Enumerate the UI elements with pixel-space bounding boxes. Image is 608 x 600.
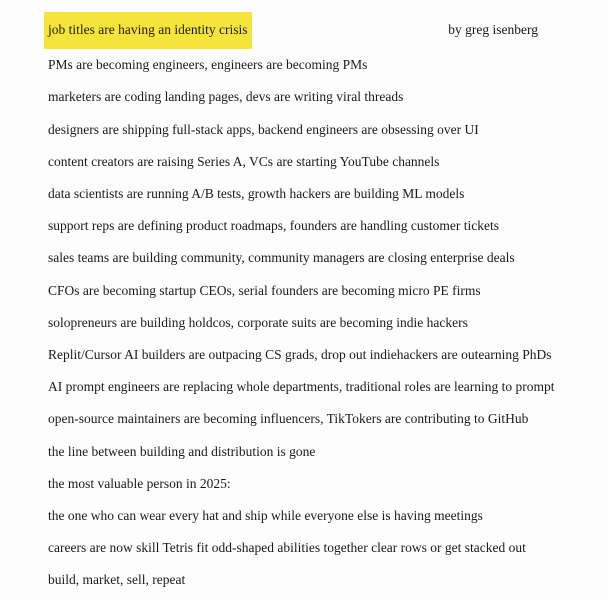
body-line: support reps are defining product roadmaps, founders are handling customer tickets [48, 218, 499, 234]
body-line: designers are shipping full-stack apps, backend engineers are obsessing over UI [48, 121, 479, 137]
body-line: AI prompt engineers are replacing whole departments, traditional roles are learning to prompt [48, 379, 555, 395]
body-line: Replit/Cursor AI builders are outpacing CS grads, drop out indiehackers are outearning PhDs [48, 347, 552, 363]
body-line: PMs are becoming engineers, engineers are becoming PMs [48, 57, 368, 73]
body-line: CFOs are becoming startup CEOs, serial founders are becoming micro PE firms [48, 282, 481, 298]
body-line: the one who can wear every hat and ship while everyone else is having meetings [48, 508, 483, 524]
body-line: data scientists are running A/B tests, growth hackers are building ML models [48, 186, 465, 202]
body-line: solopreneurs are building holdcos, corporate suits are becoming indie hackers [48, 314, 468, 330]
body-line: careers are now skill Tetris fit odd-shaped abilities together clear rows or get stacked out [48, 540, 526, 556]
body-line: marketers are coding landing pages, devs are writing viral threads [48, 89, 404, 105]
page-title: job titles are having an identity crisis [44, 12, 252, 49]
body-line: the most valuable person in 2025: [48, 475, 231, 491]
body-line: the line between building and distribution is gone [48, 443, 316, 459]
body-line: sales teams are building community, community managers are closing enterprise deals [48, 250, 515, 266]
body-line: content creators are raising Series A, VCs are starting YouTube channels [48, 153, 440, 169]
byline: by greg isenberg [448, 22, 538, 37]
header [48, 12, 538, 49]
body-line: build, market, sell, repeat [48, 572, 186, 588]
body-line: open-source maintainers are becoming influencers, TikTokers are contributing to GitHub [48, 411, 529, 427]
